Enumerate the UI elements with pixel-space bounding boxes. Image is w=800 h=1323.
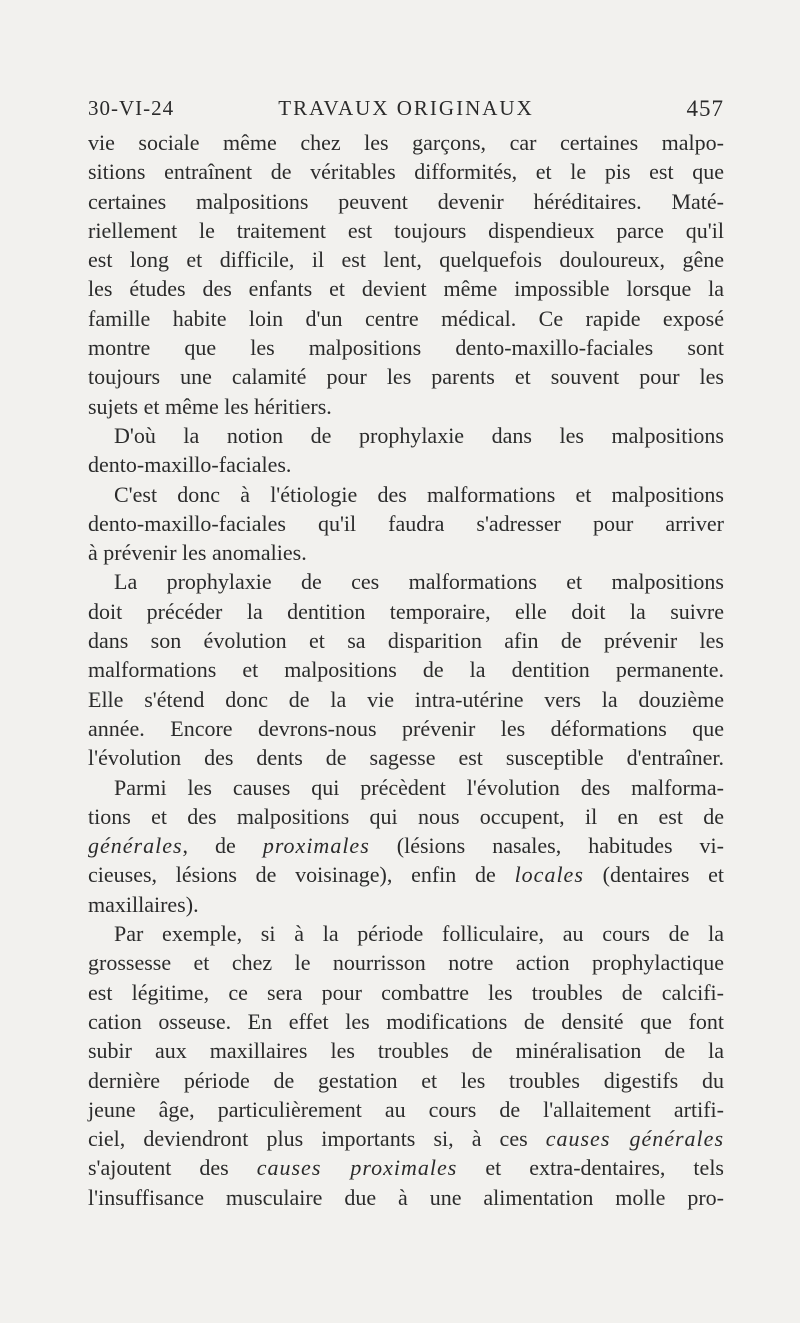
text-line: est long et difficile, il est lent, quelquefois douloureux, gêne bbox=[88, 247, 724, 273]
text-line: C'est donc à l'étiologie des malformations et malpositions bbox=[114, 481, 724, 507]
text-line: Elle s'étend donc de la vie intra-utérine vers la douzième bbox=[88, 686, 724, 712]
text-segment: (dentaires et bbox=[583, 862, 725, 888]
text-line: La prophylaxie de ces malformations et malpositions bbox=[114, 569, 724, 595]
text-line: à prévenir les anomalies. bbox=[88, 540, 307, 566]
text-line: tions et des malpositions qui nous occupent, il en est de bbox=[88, 803, 724, 829]
text-line: malformations et malpositions de la dentition permanente. bbox=[88, 657, 724, 683]
text-segment: et extra-dentaires, tels bbox=[457, 1155, 724, 1181]
text-line: subir aux maxillaires les troubles de minéralisation de la bbox=[88, 1038, 724, 1064]
text-segment: cieuses, lésions de voisinage), enfin de bbox=[88, 862, 515, 888]
text-line: est légitime, ce sera pour combattre les troubles de calcifi- bbox=[88, 979, 724, 1005]
text-line bbox=[88, 860, 724, 889]
italic-term: générales bbox=[88, 833, 183, 859]
text-line: l'insuffisance musculaire due à une alimentation molle pro- bbox=[88, 1184, 724, 1210]
text-line: riellement le traitement est toujours dispendieux parce qu'il bbox=[88, 217, 724, 243]
text-line: Par exemple, si à la période folliculaire, au cours de la bbox=[114, 921, 724, 947]
text-segment: ciel, deviendront plus importants si, à ces bbox=[88, 1126, 546, 1152]
italic-term: proximales bbox=[262, 833, 370, 859]
header-date: 30-VI-24 bbox=[88, 96, 175, 120]
text-line: grossesse et chez le nourrisson notre action prophylactique bbox=[88, 950, 724, 976]
text-line: sitions entraînent de véritables difformités, et le pis est que bbox=[88, 159, 724, 185]
text-line: les études des enfants et devient même impossible lorsque la bbox=[88, 276, 724, 302]
text-line: dernière période de gestation et les troubles digestifs du bbox=[88, 1067, 724, 1093]
text-line: toujours une calamité pour les parents et souvent pour les bbox=[88, 364, 724, 390]
page-number: 457 bbox=[686, 96, 724, 121]
text-line: l'évolution des dents de sagesse est susceptible d'entraîner. bbox=[88, 745, 724, 771]
running-header bbox=[88, 96, 724, 126]
text-line bbox=[88, 1153, 724, 1182]
text-line: vie sociale même chez les garçons, car certaines malpo- bbox=[88, 130, 724, 155]
text-line: maxillaires). bbox=[88, 891, 199, 917]
header-title: TRAVAUX ORIGINAUX bbox=[278, 96, 534, 120]
text-line: certaines malpositions peuvent devenir héréditaires. Maté- bbox=[88, 188, 724, 214]
italic-term: causes proximales bbox=[256, 1155, 458, 1181]
italic-term: causes générales bbox=[545, 1126, 724, 1152]
text-line: D'où la notion de prophylaxie dans les malpositions bbox=[114, 422, 724, 448]
text-line: année. Encore devrons-nous prévenir les déformations que bbox=[88, 715, 724, 741]
text-segment: , de bbox=[182, 833, 263, 859]
text-line: dento-maxillo-faciales qu'il faudra s'adresser pour arriver bbox=[88, 510, 724, 536]
text-line bbox=[88, 1124, 724, 1153]
text-line: cation osseuse. En effet les modifications de densité que font bbox=[88, 1008, 724, 1034]
text-line: dento-maxillo-faciales. bbox=[88, 452, 292, 478]
text-line bbox=[88, 831, 724, 860]
text-line: doit précéder la dentition temporaire, elle doit la suivre bbox=[88, 598, 724, 624]
text-line: Parmi les causes qui précèdent l'évolution des malforma- bbox=[114, 774, 724, 800]
text-line: jeune âge, particulièrement au cours de l'allaitement artifi- bbox=[88, 1096, 724, 1122]
text-line: famille habite loin d'un centre médical. Ce rapide exposé bbox=[88, 305, 724, 331]
text-line: dans son évolution et sa disparition afin de prévenir les bbox=[88, 628, 724, 654]
italic-term: locales bbox=[514, 862, 584, 888]
text-line: montre que les malpositions dento-maxillo-faciales sont bbox=[88, 335, 724, 361]
text-line: sujets et même les héritiers. bbox=[88, 393, 332, 419]
text-segment: (lésions nasales, habitudes vi- bbox=[369, 833, 724, 859]
body-text bbox=[88, 128, 724, 1212]
text-segment: s'ajoutent des bbox=[88, 1155, 257, 1181]
